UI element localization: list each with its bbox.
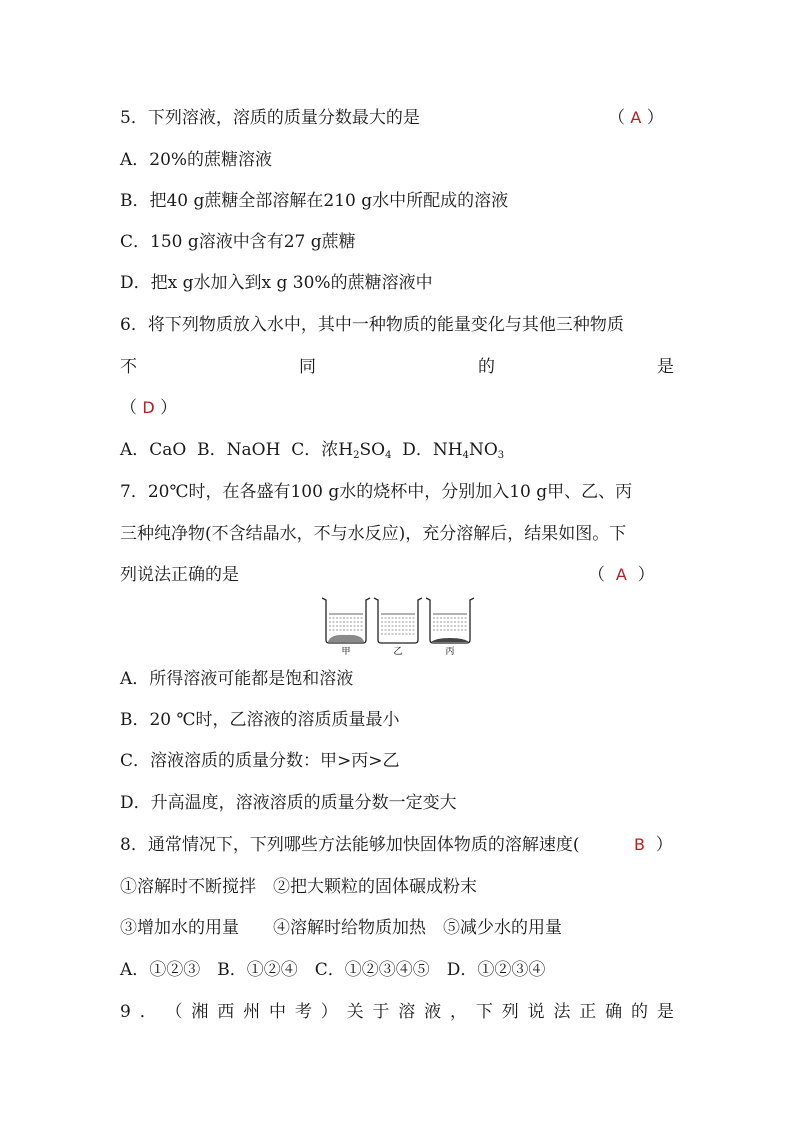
q5-answer-letter: A [630,108,642,127]
q7-stem-2: 三种纯净物(不含结晶水，不与水反应)，充分溶解后，结果如图。下 [120,524,627,544]
q6-options: A．CaO B．NaOH C．浓$H_2SO_4$ D．$NH_4NO_3$ [120,440,505,461]
q7-option-c: C．溶液溶质的质量分数：甲>丙>乙 [120,751,400,771]
q6-stem: 6．将下列物质放入水中，其中一种物质的能量变化与其他三种物质 [120,315,624,335]
q7-answer-letter: A [615,565,627,584]
beaker-yi [374,598,422,643]
q8-line-3: ③增加水的用量 ④溶解时给物质加热 ⑤减少水的用量 [120,918,562,938]
q8-stem: 8．通常情况下，下列哪些方法能够加快固体物质的溶解速度( [120,835,580,855]
q9-stem: 9 ． （ 湘 西 州 中 考 ） 关 于 溶 液 ， 下 列 说 法 正 确 的 是 [120,1002,674,1022]
beaker-jia [322,598,370,643]
q5-answer: （ A ） [608,108,664,128]
q7-stem-3: 列说法正确的是 [120,565,239,585]
q7-answer: （ A ） [588,565,655,585]
q6-stem-spread: 不 同 的 是 [120,357,674,377]
q5-stem: 5．下列溶液，溶质的质量分数最大的是 [120,108,420,128]
q5-option-d: D．把x g水加入到x g 30%的蔗糖溶液中 [120,273,433,293]
q5-option-a: A．20%的蔗糖溶液 [120,150,273,170]
beaker-label-yi: 乙 [393,647,403,657]
q5-option-c: C．150 g溶液中含有27 g蔗糖 [120,232,356,252]
beaker-bing [426,598,474,643]
q7-stem-1: 7．20℃时，在各盛有100 g水的烧杯中，分别加入10 g甲、乙、丙 [120,482,633,502]
beaker-label-jia: 甲 [341,647,351,657]
beakers-figure [318,594,478,658]
q8-answer-letter: B [634,835,645,854]
q6-answer-letter: D [142,398,155,417]
beaker-label-bing: 丙 [445,647,455,657]
q5-option-b: B．把40 g蔗糖全部溶解在210 g水中所配成的溶液 [120,191,509,211]
q7-option-b: B．20 ℃时，乙溶液的溶质质量最小 [120,710,400,730]
q7-option-d: D．升高温度，溶液溶质的质量分数一定变大 [120,793,457,813]
beaker-jia-solid [328,635,364,642]
beaker-bing-solid [431,638,469,642]
q7-option-a: A．所得溶液可能都是饱和溶液 [120,669,354,689]
q6-answer: （ D ） [120,398,178,418]
q8-line-2: ①溶解时不断搅拌 ②把大颗粒的固体碾成粉末 [120,877,477,897]
q8-answer: B ） [634,835,673,855]
q8-options: A．①②③ B．①②④ C．①②③④⑤ D．①②③④ [120,960,546,980]
